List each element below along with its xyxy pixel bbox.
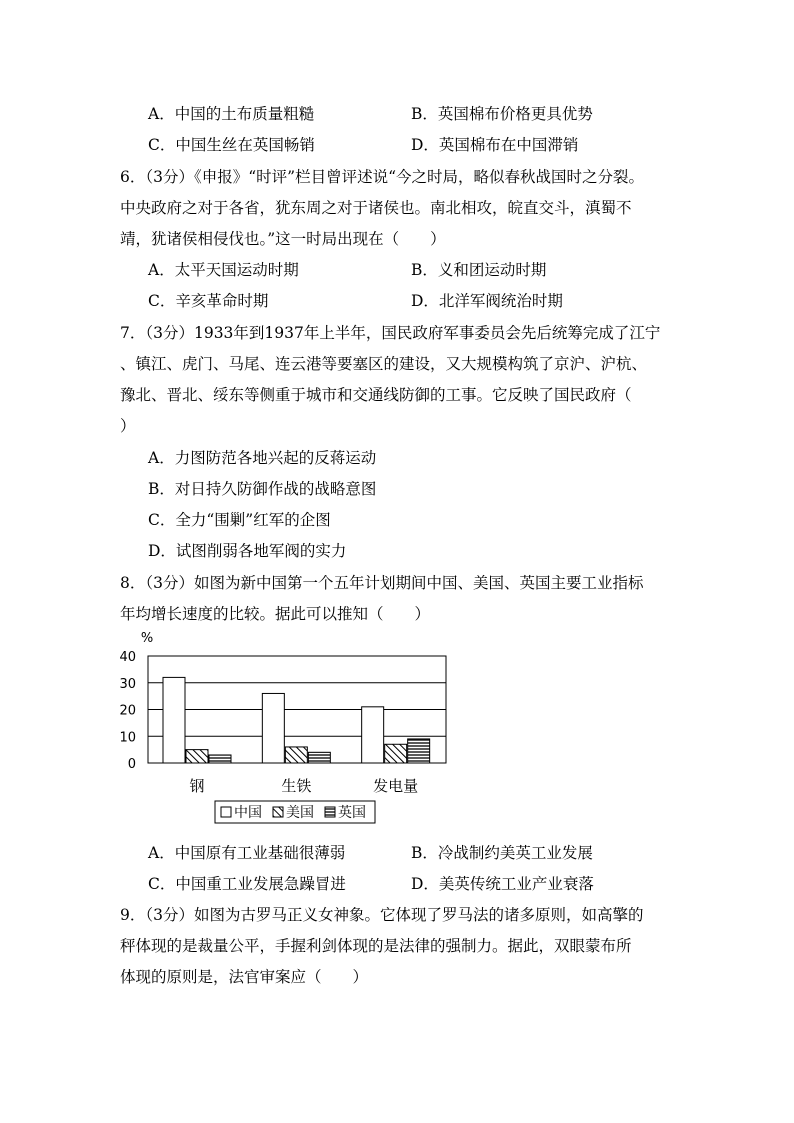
- x-tick-label: 发电量: [373, 777, 419, 795]
- q7-stem-line3: 豫北、晋北、绥东等侧重于城市和交通线防御的工事。它反映了国民政府（: [120, 386, 632, 404]
- bar-英国-生铁: [308, 752, 330, 763]
- q6-stem-line2: 中央政府之对于各省，犹东周之对于诸侯也。南北相攻，皖直交斗，滇蜀不: [120, 199, 632, 217]
- bar-chart: [110, 625, 450, 830]
- y-tick-label: 20: [119, 703, 136, 719]
- y-ticks: [119, 650, 136, 772]
- x-tick-label: 生铁: [281, 777, 312, 795]
- legend: [215, 801, 375, 823]
- q9-stem-line3: 体现的原则是，法官审案应（ ）: [120, 968, 369, 986]
- bar-中国-钢: [163, 677, 185, 763]
- q7-option-a: A．力图防范各地兴起的反蒋运动: [148, 449, 377, 467]
- q6-option-d: D．北洋军阀统治时期: [411, 292, 563, 310]
- y-tick-label: 30: [119, 676, 136, 692]
- bar-英国-钢: [209, 755, 231, 763]
- x-tick-label: 钢: [189, 777, 205, 795]
- q8-stem-line1: 8．（3分）如图为新中国第一个五年计划期间中国、美国、英国主要工业指标: [120, 574, 644, 592]
- q9-stem-line1: 9．（3分）如图为古罗马正义女神象。它体现了罗马法的诸多原则，如高擎的: [120, 906, 644, 924]
- q7-stem-line4: ）: [120, 417, 136, 435]
- q6-stem-line1: 6．（3分）《申报》“时评”栏目曾评述说“今之时局，略似春秋战国时之分裂。: [120, 168, 644, 186]
- bar-英国-发电量: [408, 739, 430, 763]
- legend-swatch-中国: [221, 807, 231, 817]
- q7-option-d: D．试图削弱各地军阀的实力: [148, 542, 347, 560]
- q8-option-c: C．中国重工业发展急躁冒进: [148, 875, 346, 893]
- q7-option-b: B．对日持久防御作战的战略意图: [148, 480, 377, 498]
- legend-label-中国: 中国: [234, 805, 262, 821]
- bar-中国-发电量: [362, 707, 384, 763]
- x-labels: [189, 777, 418, 795]
- q8-stem-line2: 年均增长速度的比较。据此可以推知（ ）: [120, 605, 431, 623]
- q7-stem-line2: 、镇江、虎门、马尾、连云港等要塞区的建设，又大规模构筑了京沪、沪杭、: [120, 355, 648, 373]
- q8-option-b: B．冷战制约美英工业发展: [411, 844, 593, 862]
- y-tick-label: 40: [119, 650, 136, 665]
- q5-option-b: B．英国棉布价格更具优势: [411, 105, 593, 123]
- q5-option-c: C．中国生丝在英国畅销: [148, 136, 315, 154]
- q6-option-b: B．义和团运动时期: [411, 261, 547, 279]
- q5-option-d: D．英国棉布在中国滞销: [411, 136, 579, 154]
- q7-stem-line1: 7．（3分）1933年到1937年上半年，国民政府军事委员会先后统筹完成了江宁: [120, 324, 661, 342]
- q8-option-d: D．美英传统工业产业衰落: [411, 875, 594, 893]
- bar-美国-钢: [186, 750, 208, 763]
- legend-swatch-英国: [325, 807, 335, 817]
- q5-option-a: A．中国的土布质量粗糙: [148, 105, 315, 123]
- q6-option-c: C．辛亥革命时期: [148, 292, 269, 310]
- bar-中国-生铁: [262, 693, 284, 763]
- y-tick-label: 10: [119, 730, 136, 746]
- legend-swatch-美国: [273, 807, 283, 817]
- legend-label-美国: 美国: [286, 805, 314, 821]
- q8-option-a: A．中国原有工业基础很薄弱: [148, 844, 346, 862]
- q6-option-a: A．太平天国运动时期: [148, 261, 299, 279]
- q7-option-c: C．全力“围剿”红军的企图: [148, 511, 331, 529]
- y-axis-label: %: [140, 631, 154, 646]
- bars: [163, 677, 430, 763]
- bar-美国-发电量: [385, 744, 407, 763]
- q6-stem-line3: 靖，犹诸侯相侵伐也。”这一时局出现在（ ）: [120, 230, 446, 248]
- bar-美国-生铁: [285, 747, 307, 763]
- y-tick-label: 0: [127, 757, 136, 772]
- legend-label-英国: 英国: [338, 805, 366, 821]
- q9-stem-line2: 秤体现的是裁量公平，手握利剑体现的是法律的强制力。据此，双眼蒙布所: [120, 937, 632, 955]
